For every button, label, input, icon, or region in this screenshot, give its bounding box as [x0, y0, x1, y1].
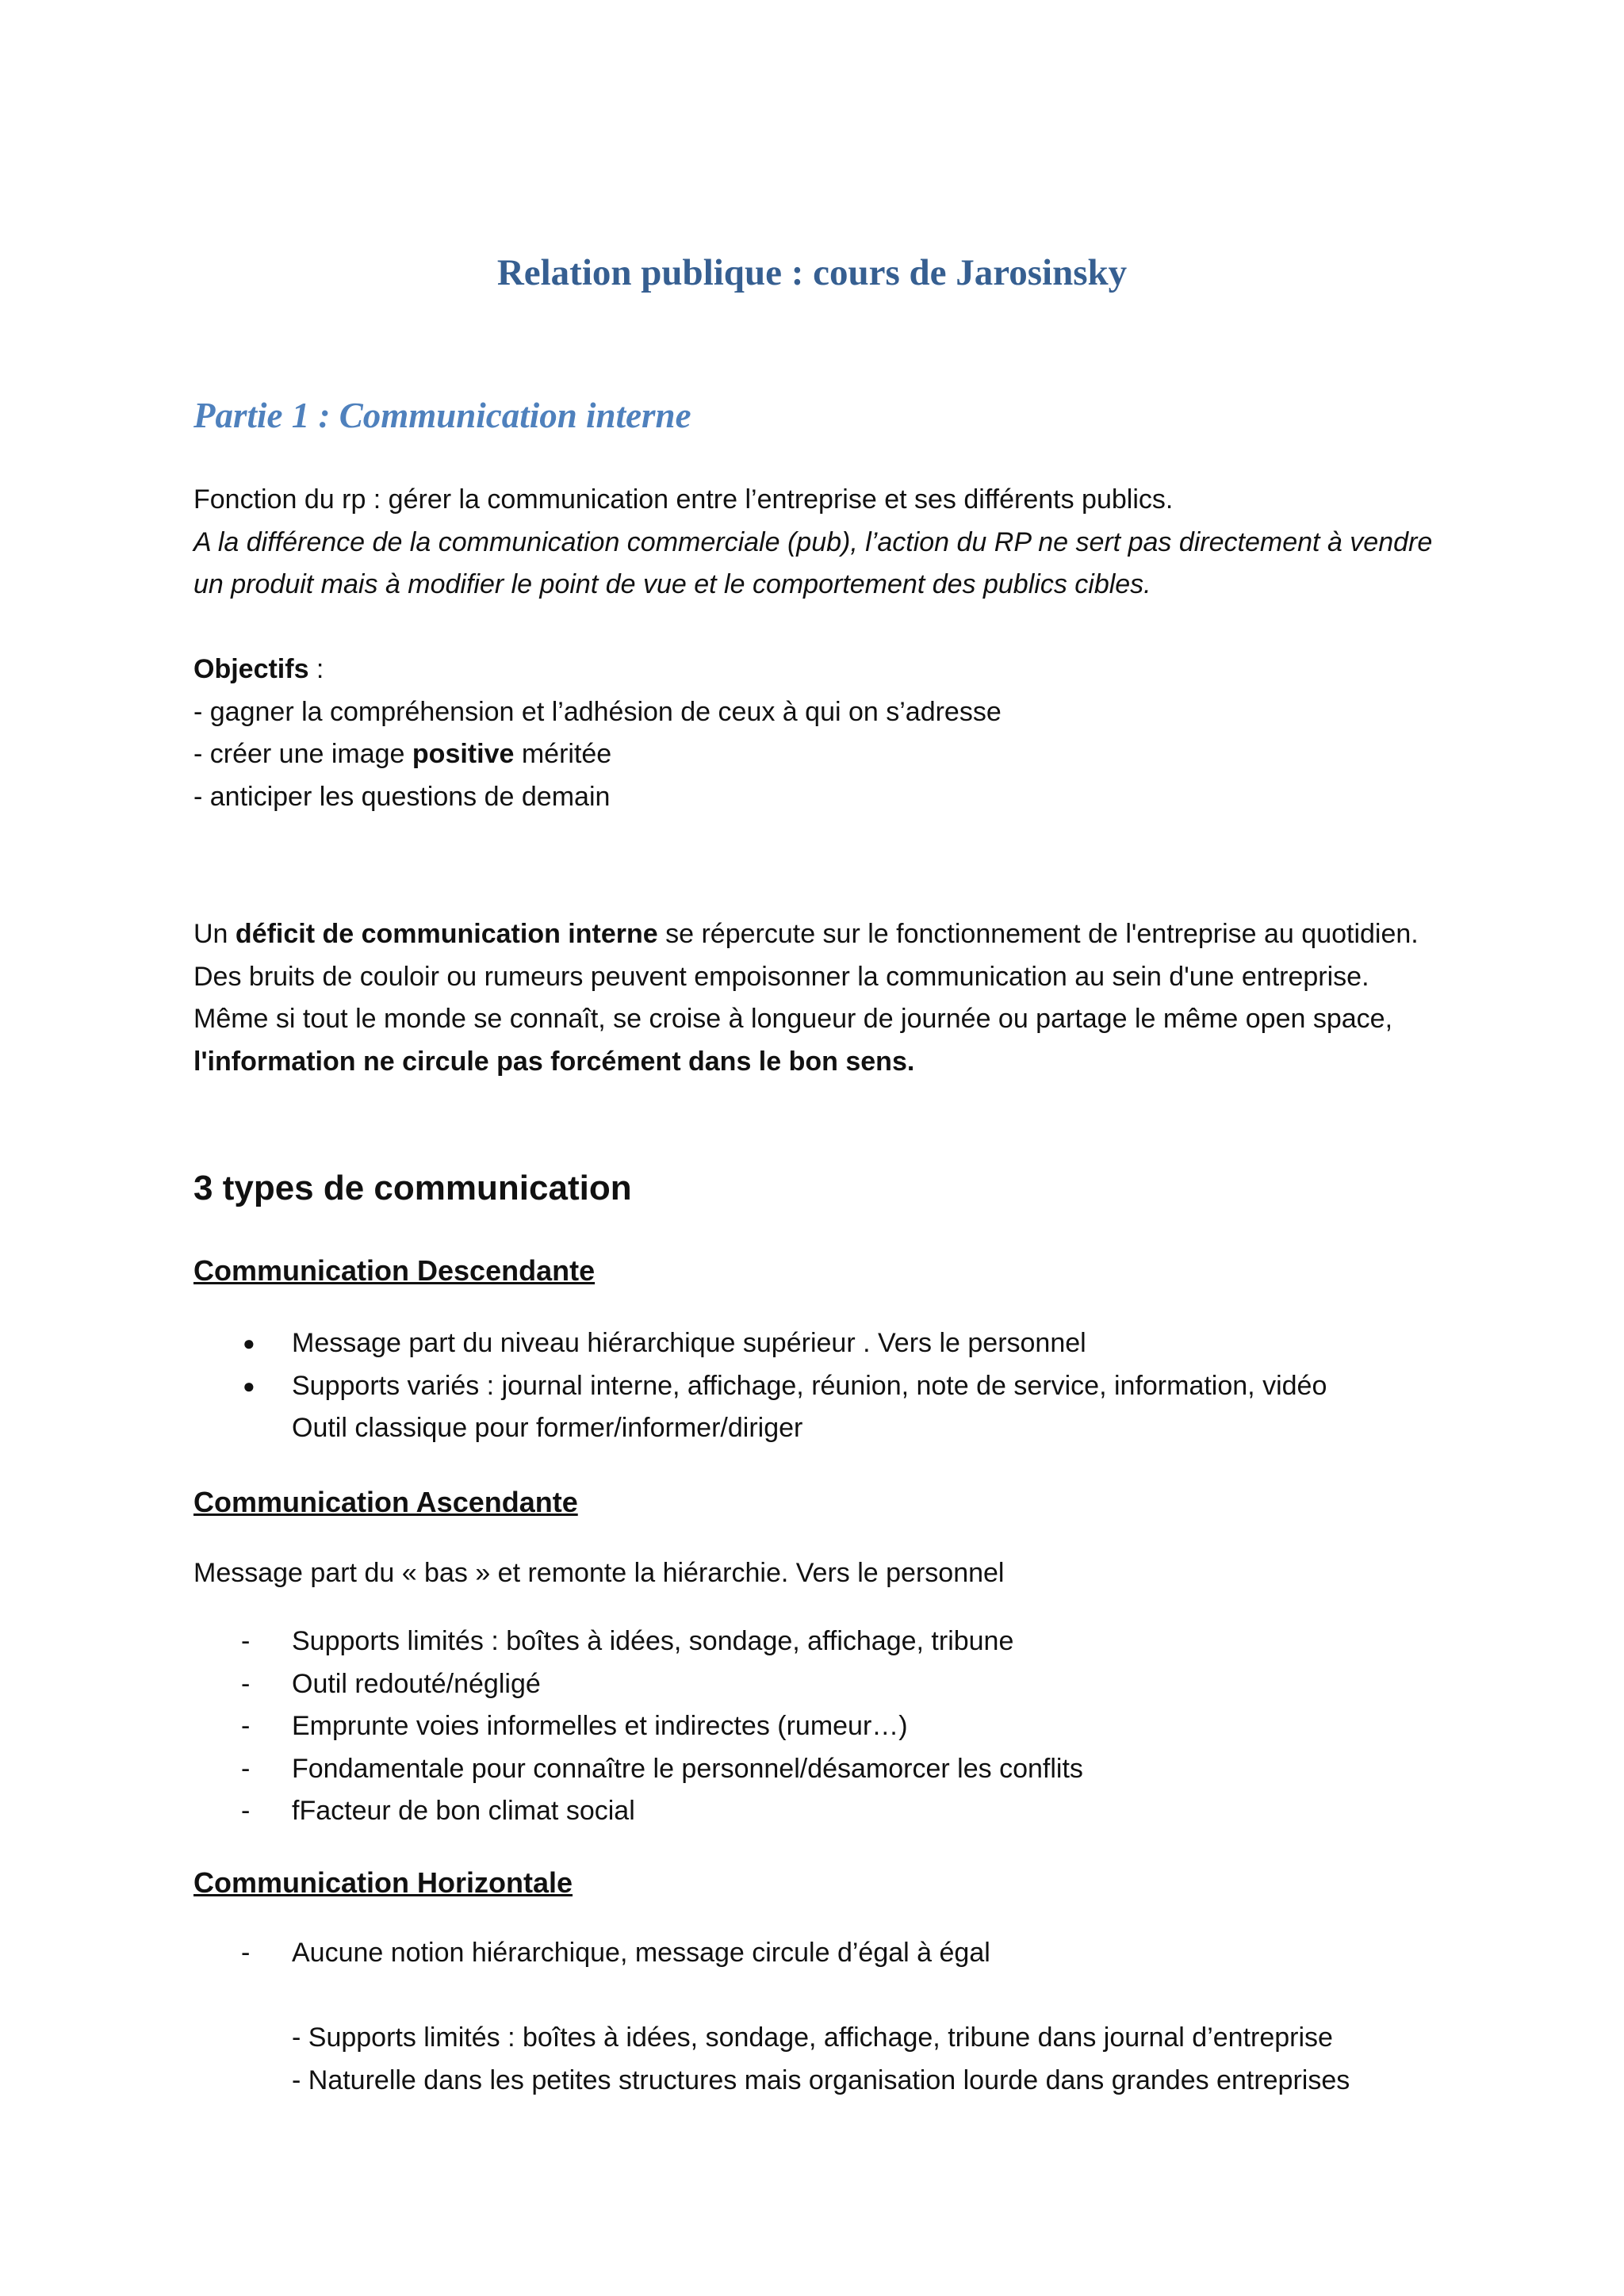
deficit-bold-text: déficit de communication interne	[235, 919, 658, 949]
bullet-icon: ●	[243, 1331, 255, 1355]
dash-marker: -	[241, 1938, 251, 1968]
list-item	[193, 1932, 1481, 1975]
sub-item: - Naturelle dans les petites structures mais organisation lourde dans grandes entreprises	[292, 2064, 1350, 2095]
objective-item: - gagner la compréhension et l’adhésion de ceux à qui on s’adresse	[193, 696, 1002, 727]
objectives-colon: :	[308, 654, 324, 684]
list-item-text: Message part du niveau hiérarchique supérieur . Vers le personnel	[292, 1328, 1086, 1358]
horizontale-heading: Communication Horizontale	[193, 1866, 573, 1899]
dash-marker: -	[241, 1626, 251, 1656]
dash-marker: -	[241, 1753, 251, 1784]
intro-italic-text: A la différence de la communication commerciale (pub), l’action du RP ne sert pas directement à vendre un produit mais à modifier le point de vue et le comportement des publics cibles.	[193, 526, 1433, 599]
objective-text: - créer une image	[193, 739, 412, 769]
list-item	[193, 1663, 1481, 1706]
deficit-text	[193, 913, 1434, 998]
objectives-block	[193, 649, 1434, 818]
list-item-text: Supports limités : boîtes à idées, sondage, affichage, tribune	[292, 1626, 1014, 1656]
dash-marker: -	[241, 1796, 251, 1826]
horizontale-sublist	[193, 2017, 1434, 2102]
list-item-text: Emprunte voies informelles et indirectes (rumeur…)	[292, 1711, 908, 1741]
objectives-label-line	[193, 649, 1434, 691]
ascendante-heading: Communication Ascendante	[193, 1486, 578, 1518]
objective-bold-text: positive	[412, 739, 515, 769]
deficit-paragraph	[193, 913, 1434, 1083]
part-heading: Partie 1 : Communication interne	[193, 396, 691, 435]
objective-item	[193, 733, 1434, 776]
list-item-text: Fondamentale pour connaître le personnel/désamorcer les conflits	[292, 1753, 1083, 1784]
intro-paragraph	[193, 479, 1434, 607]
types-heading: 3 types de communication	[193, 1169, 632, 1207]
bullet-icon: ●	[243, 1373, 255, 1398]
deficit-bold-line	[193, 1041, 1434, 1084]
descendante-list	[193, 1322, 1481, 1450]
list-item	[193, 1621, 1481, 1663]
deficit-text-part: Un	[193, 919, 236, 949]
list-item-text: Aucune notion hiérarchique, message circule d’égal à égal	[292, 1938, 990, 1968]
ascendante-list	[193, 1621, 1481, 1833]
list-item-text: Supports variés : journal interne, affichage, réunion, note de service, information, vidéo	[292, 1370, 1327, 1401]
list-item	[193, 1322, 1481, 1365]
dash-marker: -	[241, 1668, 251, 1699]
objectives-label: Objectifs	[193, 654, 309, 684]
deficit-text-part: se répercute sur le fonctionnement de l'entreprise au quotidien. Des bruits de couloir ou rumeurs peuvent empoisonner la communication au sein d'une entreprise.	[193, 919, 1419, 992]
list-item-text: fFacteur de bon climat social	[292, 1796, 635, 1826]
dash-marker: -	[241, 1711, 251, 1741]
descendante-heading: Communication Descendante	[193, 1254, 596, 1287]
document-title: Relation publique : cours de Jarosinsky	[496, 252, 1128, 293]
list-item	[193, 1790, 1481, 1833]
deficit-conclusion: l'information ne circule pas forcément dans le bon sens.	[193, 1046, 915, 1077]
objective-item: - anticiper les questions de demain	[193, 781, 611, 812]
list-item-continuation: Outil classique pour former/informer/diriger	[292, 1413, 803, 1443]
intro-line: Fonction du rp : gérer la communication entre l’entreprise et ses différents publics.	[193, 484, 1174, 515]
sub-item: - Supports limités : boîtes à idées, sondage, affichage, tribune dans journal d’entreprise	[292, 2022, 1333, 2053]
ascendante-intro: Message part du « bas » et remonte la hiérarchie. Vers le personnel	[193, 1558, 1005, 1588]
list-item	[193, 1748, 1481, 1791]
objective-text: méritée	[514, 739, 612, 769]
list-item	[193, 1705, 1481, 1748]
list-item	[193, 1365, 1481, 1450]
list-item-text: Outil redouté/négligé	[292, 1668, 541, 1699]
horizontale-list	[193, 1932, 1481, 1975]
deficit-line: Même si tout le monde se connaît, se croise à longueur de journée ou partage le même open space,	[193, 1004, 1393, 1034]
